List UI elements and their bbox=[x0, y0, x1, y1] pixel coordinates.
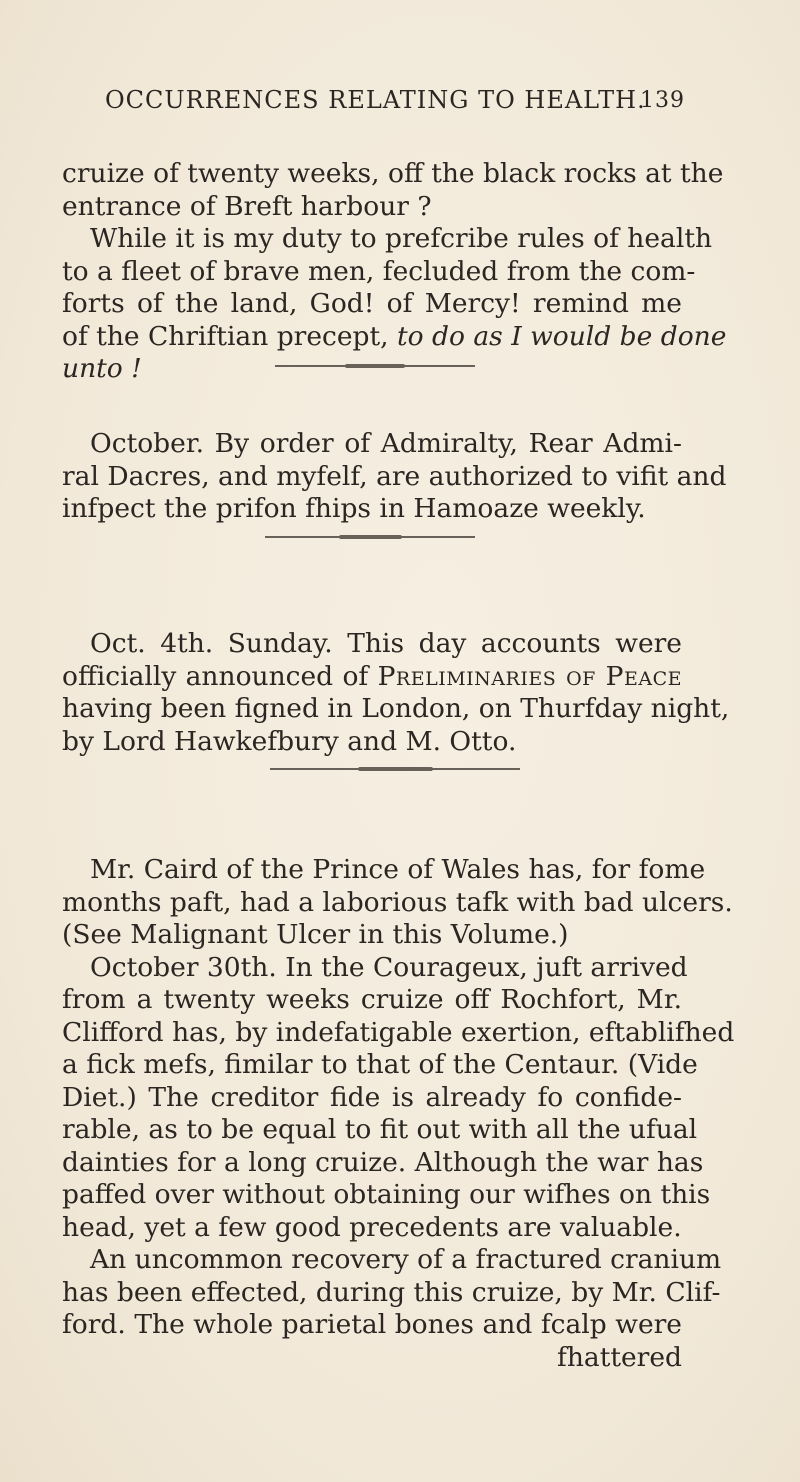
text-line: October 30th. In the Courageux, juft arrived bbox=[90, 951, 688, 983]
text-line: Diet.) The creditor fide is already fo confide- bbox=[62, 1081, 682, 1113]
page-number: 139 bbox=[640, 88, 685, 113]
text-line: Clifford has, by indefatigable exertion, eftablifhed bbox=[62, 1016, 735, 1048]
text-line: Oct. 4th. Sunday. This day accounts were bbox=[90, 628, 682, 659]
text-line: dainties for a long cruize. Although the war has bbox=[62, 1146, 704, 1178]
small-caps-phrase: Preliminaries of Peace bbox=[377, 660, 682, 692]
text-line: entrance of Breft harbour ? bbox=[62, 190, 432, 222]
section-divider bbox=[275, 365, 475, 367]
text-line: has been effected, during this cruize, by Mr. Clif- bbox=[62, 1276, 721, 1308]
text-line: head, yet a few good precedents are valuable. bbox=[62, 1211, 682, 1243]
text-line: having been figned in London, on Thurfday night, bbox=[62, 693, 730, 724]
text-line bbox=[62, 661, 682, 694]
text-line: to a fleet of brave men, fecluded from the com- bbox=[62, 255, 696, 287]
text-line: Mr. Caird of the Prince of Wales has, for fome bbox=[90, 854, 706, 885]
section-divider bbox=[270, 768, 520, 770]
italic-quote: to do as I would be done bbox=[397, 320, 727, 352]
text-line: While it is my duty to prefcribe rules of health bbox=[90, 223, 713, 254]
text-line: cruize of twenty weeks, off the black rocks at the bbox=[62, 158, 724, 189]
text-line: a fick mefs, fimilar to that of the Centaur. (Vide bbox=[62, 1049, 698, 1080]
text-line: from a twenty weeks cruize off Rochfort, Mr. bbox=[62, 984, 682, 1015]
text-line: ral Dacres, and myfelf, are authorized to vifit and bbox=[62, 460, 727, 492]
text-line bbox=[62, 320, 727, 354]
text-line: paffed over without obtaining our wifhes on this bbox=[62, 1179, 711, 1210]
text-line: by Lord Hawkefbury and M. Otto. bbox=[62, 725, 517, 757]
paragraph-oct-4th bbox=[62, 628, 730, 758]
text-line: forts of the land, God! of Mercy! remind me bbox=[62, 288, 682, 319]
text-span: officially announced of bbox=[62, 660, 378, 692]
paragraph-breft-harbour bbox=[62, 158, 727, 386]
text-line: unto ! bbox=[62, 353, 142, 384]
text-line: (See Malignant Ulcer in this Volume.) bbox=[62, 919, 569, 950]
text-line: rable, as to be equal to fit out with all the ufual bbox=[62, 1114, 698, 1145]
catchword: fhattered bbox=[557, 1341, 682, 1373]
text-line: An uncommon recovery of a fractured cranium bbox=[90, 1244, 722, 1275]
paragraph-mr-caird bbox=[62, 854, 735, 1374]
text-span: of the Chriftian precept, bbox=[62, 320, 398, 352]
running-header bbox=[105, 86, 685, 114]
text-line: months paft, had a laborious tafk with bad ulcers. bbox=[62, 886, 733, 918]
text-line: infpect the prifon fhips in Hamoaze weekly. bbox=[62, 493, 646, 524]
text-line: ford. The whole parietal bones and fcalp were bbox=[62, 1309, 682, 1340]
header-title: OCCURRENCES RELATING TO HEALTH. bbox=[105, 86, 646, 114]
section-divider bbox=[265, 536, 475, 538]
text-line: October. By order of Admiralty, Rear Admi- bbox=[90, 428, 682, 459]
paragraph-october bbox=[62, 428, 727, 526]
